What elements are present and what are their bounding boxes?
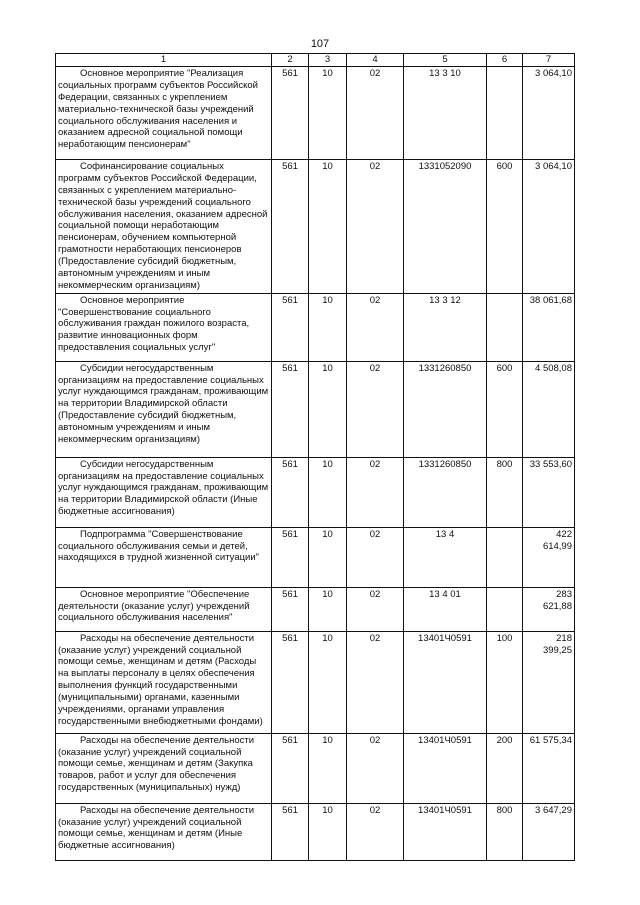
section-code: 10 (309, 803, 347, 860)
expense-type: 800 (487, 457, 523, 527)
table-row (56, 631, 575, 733)
row-name: Основное мероприятие "Обеспечение деятельности (оказание услуг) учреждений социального обслуживания населения" (56, 587, 272, 631)
section-code: 10 (309, 160, 347, 294)
target-code: 1331260850 (404, 457, 487, 527)
column-header: 5 (404, 54, 487, 67)
expense-type (487, 293, 523, 361)
subsection-code: 02 (347, 803, 404, 860)
table-row (56, 803, 575, 860)
row-name: Расходы на обеспечение деятельности (оказание услуг) учреждений социальной помощи семье, женщинам и детям (Иные бюджетные ассигнования) (56, 803, 272, 860)
header-row (56, 54, 575, 67)
subsection-code: 02 (347, 361, 404, 457)
table-row (56, 293, 575, 361)
target-code: 13401Ч0591 (404, 631, 487, 733)
amount: 4 508,08 (523, 361, 575, 457)
table-row (56, 160, 575, 294)
amount: 3 647,29 (523, 803, 575, 860)
target-code: 13 3 12 (404, 293, 487, 361)
amount: 3 064,10 (523, 160, 575, 294)
section-code: 10 (309, 457, 347, 527)
admin-code: 561 (272, 160, 309, 294)
subsection-code: 02 (347, 527, 404, 587)
admin-code: 561 (272, 803, 309, 860)
row-name: Расходы на обеспечение деятельности (оказание услуг) учреждений социальной помощи семье, женщинам и детям (Закупка товаров, работ и услуг для обеспечения государственных (муниципальных) нужд) (56, 733, 272, 803)
section-code: 10 (309, 293, 347, 361)
admin-code: 561 (272, 67, 309, 160)
section-code: 10 (309, 361, 347, 457)
amount: 33 553,60 (523, 457, 575, 527)
expense-type: 200 (487, 733, 523, 803)
amount: 422 614,99 (523, 527, 575, 587)
expense-type (487, 587, 523, 631)
column-header: 3 (309, 54, 347, 67)
column-header: 4 (347, 54, 404, 67)
target-code: 13401Ч0591 (404, 803, 487, 860)
target-code: 1331052090 (404, 160, 487, 294)
row-name: Подпрограмма "Совершенствование социального обслуживания семьи и детей, находящихся в трудной жизненной ситуации" (56, 527, 272, 587)
admin-code: 561 (272, 293, 309, 361)
table-row (56, 733, 575, 803)
expense-type: 800 (487, 803, 523, 860)
target-code: 1331260850 (404, 361, 487, 457)
section-code: 10 (309, 527, 347, 587)
admin-code: 561 (272, 361, 309, 457)
column-header: 6 (487, 54, 523, 67)
target-code: 13401Ч0591 (404, 733, 487, 803)
expense-type: 600 (487, 160, 523, 294)
table-row (56, 67, 575, 160)
subsection-code: 02 (347, 160, 404, 294)
subsection-code: 02 (347, 631, 404, 733)
target-code: 13 3 10 (404, 67, 487, 160)
amount: 38 061,68 (523, 293, 575, 361)
table-row (56, 527, 575, 587)
column-header: 1 (56, 54, 272, 67)
admin-code: 561 (272, 631, 309, 733)
subsection-code: 02 (347, 733, 404, 803)
amount: 218 399,25 (523, 631, 575, 733)
row-name: Основное мероприятие "Реализация социальных программ субъектов Российской Федерации, связанных с укреплением материально-технической базы учреждений социального обслуживания населения и оказанием адресной социальной помощи неработающим пенсионерам" (56, 67, 272, 160)
target-code: 13 4 (404, 527, 487, 587)
row-name: Субсидии негосударственным организациям на предоставление социальных услуг нуждающимся гражданам, проживающим на территории Владимирской области (Предоставление субсидий бюджетным, автономным учреждениям и иным некоммерческим организациям) (56, 361, 272, 457)
subsection-code: 02 (347, 293, 404, 361)
subsection-code: 02 (347, 457, 404, 527)
page-number: 107 (310, 38, 330, 50)
subsection-code: 02 (347, 67, 404, 160)
expense-type: 100 (487, 631, 523, 733)
expense-type: 600 (487, 361, 523, 457)
section-code: 10 (309, 67, 347, 160)
amount: 3 064,10 (523, 67, 575, 160)
admin-code: 561 (272, 527, 309, 587)
row-name: Софинансирование социальных программ субъектов Российской Федерации, связанных с укреплением материально-технической базы учреждений социального обслуживания населения, оказанием адресной социальной помощи неработающим пенсионерам, обучением компьютерной грамотности неработающих пенсионеров (Предоставление субсидий бюджетным, автономным учреждениям и иным некоммерческим организациям) (56, 160, 272, 294)
column-header: 7 (523, 54, 575, 67)
expense-type (487, 67, 523, 160)
table-row (56, 587, 575, 631)
table-row (56, 361, 575, 457)
admin-code: 561 (272, 587, 309, 631)
row-name: Основное мероприятие "Совершенствование социального обслуживания граждан пожилого возраста, развитие инновационных форм предоставления социальных услуг" (56, 293, 272, 361)
row-name: Расходы на обеспечение деятельности (оказание услуг) учреждений социальной помощи семье, женщинам и детям (Расходы на выплаты персоналу в целях обеспечения выполнения функций государственными (муниципальными) органами, казенными учреждениями, органами управления государственными внебюджетными фондами) (56, 631, 272, 733)
section-code: 10 (309, 733, 347, 803)
admin-code: 561 (272, 457, 309, 527)
table-row (56, 457, 575, 527)
amount: 61 575,34 (523, 733, 575, 803)
column-header: 2 (272, 54, 309, 67)
amount: 283 621,88 (523, 587, 575, 631)
admin-code: 561 (272, 733, 309, 803)
expense-type (487, 527, 523, 587)
section-code: 10 (309, 587, 347, 631)
row-name: Субсидии негосударственным организациям на предоставление социальных услуг нуждающимся гражданам, проживающим на территории Владимирской области (Иные бюджетные ассигнования) (56, 457, 272, 527)
section-code: 10 (309, 631, 347, 733)
budget-table (55, 53, 575, 861)
target-code: 13 4 01 (404, 587, 487, 631)
subsection-code: 02 (347, 587, 404, 631)
